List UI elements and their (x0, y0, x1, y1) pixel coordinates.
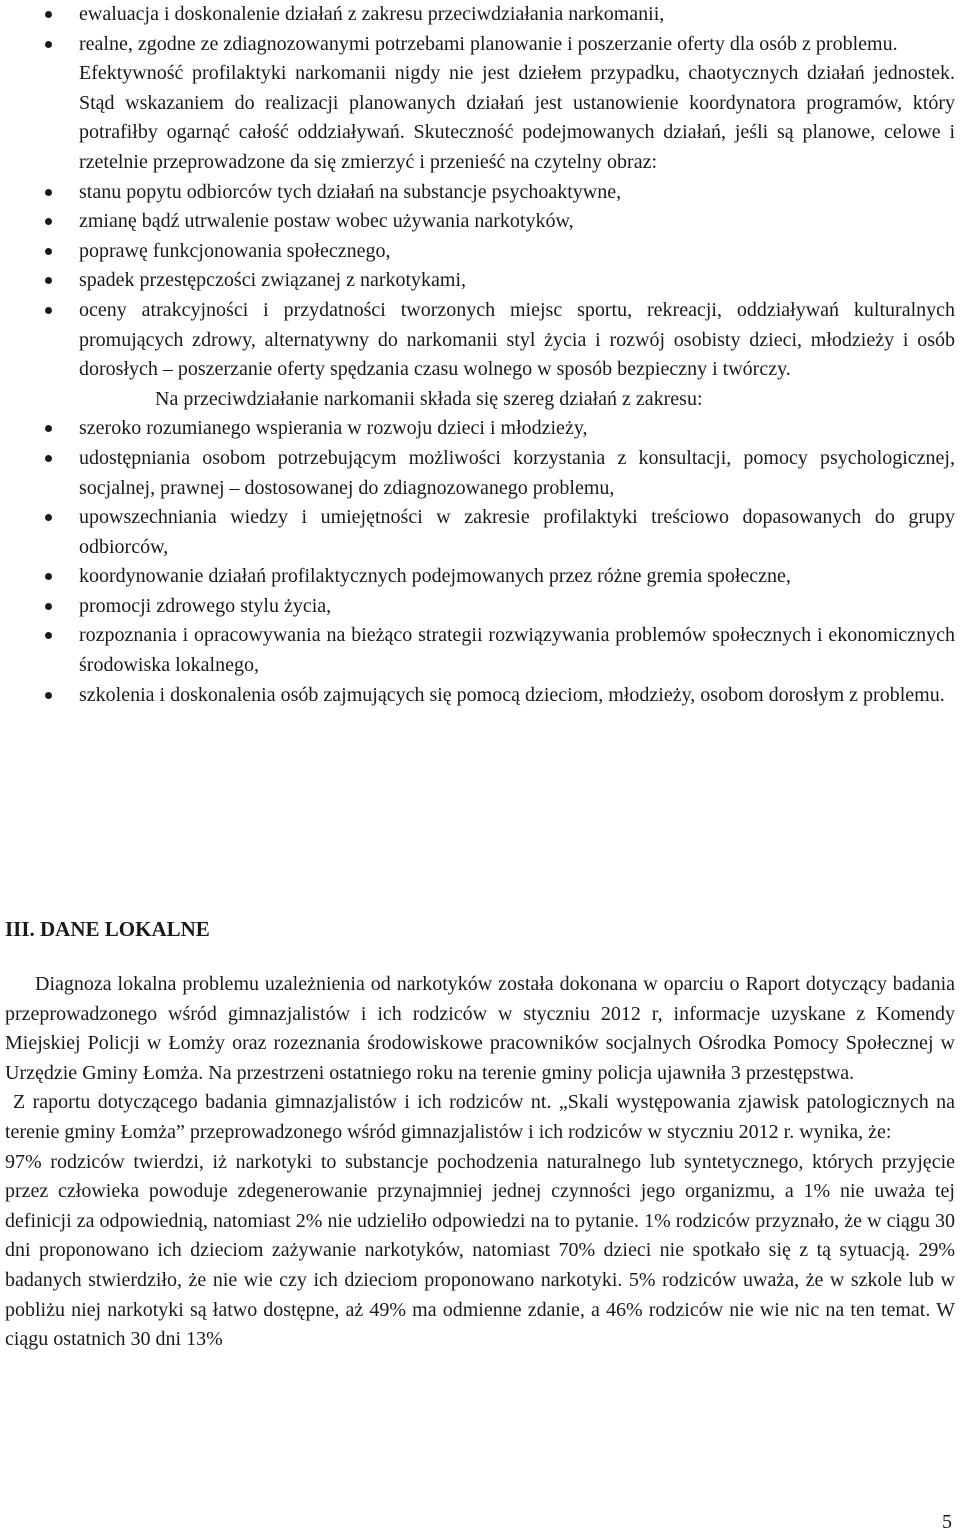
bullet-icon (45, 307, 52, 314)
bullet-icon (45, 514, 52, 521)
list-item (5, 444, 955, 503)
bullet-icon (45, 573, 52, 580)
list-item (5, 178, 955, 208)
bullet-icon (45, 455, 52, 462)
list-item (5, 0, 955, 30)
bullet-icon (45, 632, 52, 639)
list-item-text: stanu popytu odbiorców tych działań na substancje psychoaktywne, (79, 180, 622, 203)
bullet-icon (45, 425, 52, 432)
list-item (5, 621, 955, 680)
bullet-icon (45, 248, 52, 255)
list-item-text: szkolenia i doskonalenia osób zajmujących się pomocą dzieciom, młodzieży, osobom dorosłym z problemu. (79, 683, 945, 706)
list-item-text: spadek przestępczości związanej z narkotykami, (79, 269, 467, 292)
list-item (5, 562, 955, 592)
list-item-text: udostępniania osobom potrzebującym możliwości korzystania z konsultacji, pomocy psychologicznej, socjalnej, prawnej – dostosowanej do zdiagnozowanego problemu, (79, 446, 955, 499)
top-section (5, 0, 955, 710)
list-item-text: realne, zgodne ze zdiagnozowanymi potrzebami planowanie i poszerzanie oferty dla osób z problemu. (79, 32, 898, 55)
list-item (5, 592, 955, 622)
intro-zakres: Na przeciwdziałanie narkomanii składa się szereg działań z zakresu: (155, 387, 703, 410)
section-heading: III. DANE LOKALNE (5, 917, 210, 941)
list-item (5, 503, 955, 562)
list-item-text: rozpoznania i opracowywania na bieżąco strategii rozwiązywania problemów społecznych i ekonomicznych środowiska lokalnego, (79, 624, 955, 677)
bullet-icon (45, 218, 52, 225)
list-item (5, 266, 955, 296)
bullet-icon (45, 41, 52, 48)
bullet-icon (45, 189, 52, 196)
bullet-icon (45, 11, 52, 18)
list-item (5, 296, 955, 385)
list-item-text: szeroko rozumianego wspierania w rozwoju dzieci i młodzieży, (79, 417, 588, 440)
list-item-text: koordynowanie działań profilaktycznych podejmowanych przez różne gremia społeczne, (79, 565, 791, 588)
diagnosis-section (5, 970, 955, 1355)
list-item (5, 681, 955, 711)
page-number: 5 (942, 1511, 952, 1533)
list-item (5, 207, 955, 237)
list-item-text: upowszechniania wiedzy i umiejętności w zakresie profilaktyki treściowo dopasowanych do grupy odbiorców, (79, 506, 955, 558)
list-item-text: oceny atrakcyjności i przydatności tworzonych miejsc sportu, rekreacji, oddziaływań kulturalnych promujących zdrowy, alternatywny do narkomanii styl życia i rozwój osobisty dzieci, młodzieży i osób dorosłych – poszerzanie oferty spędzania czasu wolnego w sposób bezpieczny i twórczy. (79, 298, 955, 381)
list-item (5, 30, 955, 60)
list-item-text: zmianę bądź utrwalenie postaw wobec używania narkotyków, (79, 210, 574, 233)
list-item-text: poprawę funkcjonowania społecznego, (79, 239, 391, 262)
list-item (5, 414, 955, 444)
list-item (5, 237, 955, 267)
list-item-text: ewaluacja i doskonalenie działań z zakresu przeciwdziałania narkomanii, (79, 3, 665, 25)
paragraph-statystyki: 97% rodziców twierdzi, iż narkotyki to substancje pochodzenia naturalnego lub syntetycznego, których przyjęcie przez człowieka powoduje zdegenerowanie przynajmniej jednej czynności jego organizmu, a 1% nie uważa tej definicji za odpowiednią, natomiast 2% nie udzieliło odpowiedzi na to pytanie. 1% rodziców przyznało, że w ciągu 30 dni proponowano ich dzieciom zażywanie narkotyków, natomiast 70% dzieci nie spotkało się z tą sytuacją. 29% badanych stwierdziło, że nie wie czy ich dzieciom proponowano narkotyki. 5% rodziców uważa, że w szkole lub w pobliżu niej narkotyki są łatwo dostępne, aż 49% ma odmienne zdanie, a 46% rodziców nie wie nic na ten temat. W ciągu ostatnich 30 dni 13% (5, 1150, 955, 1351)
bullet-icon (45, 603, 52, 610)
bullet-icon (45, 277, 52, 284)
paragraph-efektywnosc: Efektywność profilaktyki narkomanii nigdy nie jest dziełem przypadku, chaotycznych działań jednostek. Stąd wskazaniem do realizacji planowanych działań jest ustanowienie koordynatora programów, który potrafiłby ogarnąć całość oddziaływań. Skuteczność podejmowanych działań, jeśli są planowe, celowe i rzetelnie przeprowadzone da się zmierzyć i przenieść na czytelny obraz: (79, 62, 955, 173)
paragraph-raport: Z raportu dotyczącego badania gimnazjalistów i ich rodziców nt. „Skali występowania zjawisk patologicznych na terenie gminy Łomża” przeprowadzonego wśród gimnazjalistów i ich rodziców w styczniu 2012 r. wynika, że: (5, 1091, 955, 1143)
list-item-text: promocji zdrowego stylu życia, (79, 594, 332, 617)
paragraph-diagnoza: Diagnoza lokalna problemu uzależnienia od narkotyków została dokonana w oparciu o Raport dotyczący badania przeprowadzonego wśród gimnazjalistów i ich rodziców w styczniu 2012 r, informacje uzyskane z Komendy Miejskiej Policji w Łomży oraz rozeznania środowiskowe pracowników socjalnych Ośrodka Pomocy Społecznej w Urzędzie Gminy Łomża. Na przestrzeni ostatniego roku na terenie gminy policja ujawniła 3 przestępstwa. (5, 973, 955, 1084)
bullet-icon (45, 692, 52, 699)
